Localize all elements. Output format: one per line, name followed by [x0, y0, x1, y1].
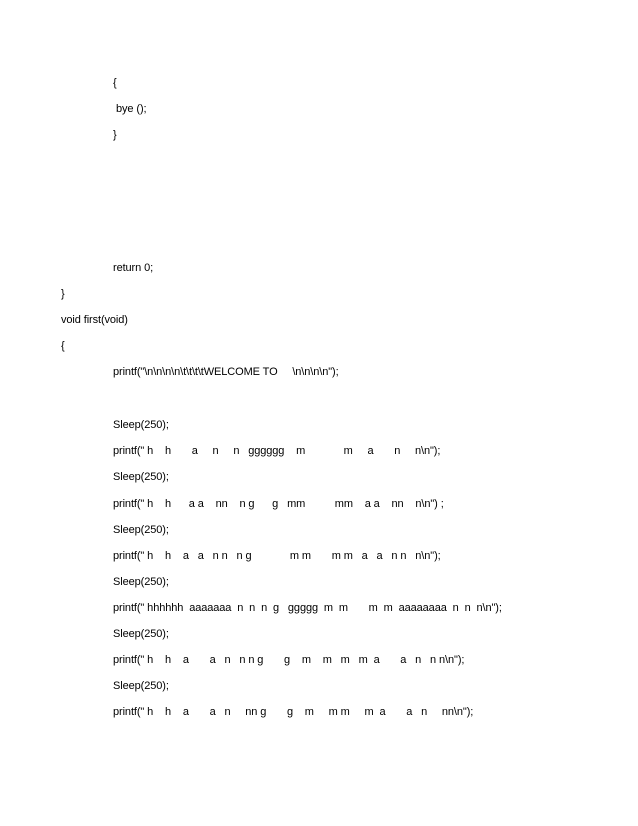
code-line-open-brace: { [113, 77, 117, 89]
code-line-sleep: Sleep(250); [113, 680, 169, 692]
code-line-printf-banner: printf(" h h a a n n n g m m m m a a n n n\n"); [113, 550, 441, 562]
code-line-close-brace-main: } [61, 288, 65, 300]
code-line-printf-banner: printf(" h h a a n n n g g m m m m a a n n n\n"); [113, 654, 465, 666]
code-line-sleep: Sleep(250); [113, 471, 169, 483]
code-line-printf-banner: printf(" hhhhhh aaaaaaa n n n g ggggg m m m m aaaaaaaa n n n\n"); [113, 602, 502, 614]
code-line-open-brace-function: { [61, 340, 65, 352]
code-line-function-signature: void first(void) [61, 314, 128, 326]
code-line-printf-banner: printf(" h h a a n nn g g m m m m a a n nn\n"); [113, 706, 474, 718]
code-line-printf-banner: printf(" h h a a nn n g g mm mm a a nn n\n") ; [113, 498, 444, 510]
code-line-bye-call: bye (); [116, 103, 147, 115]
code-line-return: return 0; [113, 262, 154, 274]
code-line-printf-welcome: printf("\n\n\n\n\t\t\t\tWELCOME TO \n\n\n\n"); [113, 366, 339, 378]
code-line-printf-banner: printf(" h h a n n gggggg m m a n n\n"); [113, 445, 441, 457]
code-line-close-brace: } [113, 129, 117, 141]
code-line-sleep: Sleep(250); [113, 576, 169, 588]
code-line-sleep: Sleep(250); [113, 628, 169, 640]
code-line-sleep: Sleep(250); [113, 524, 169, 536]
code-line-sleep: Sleep(250); [113, 419, 169, 431]
